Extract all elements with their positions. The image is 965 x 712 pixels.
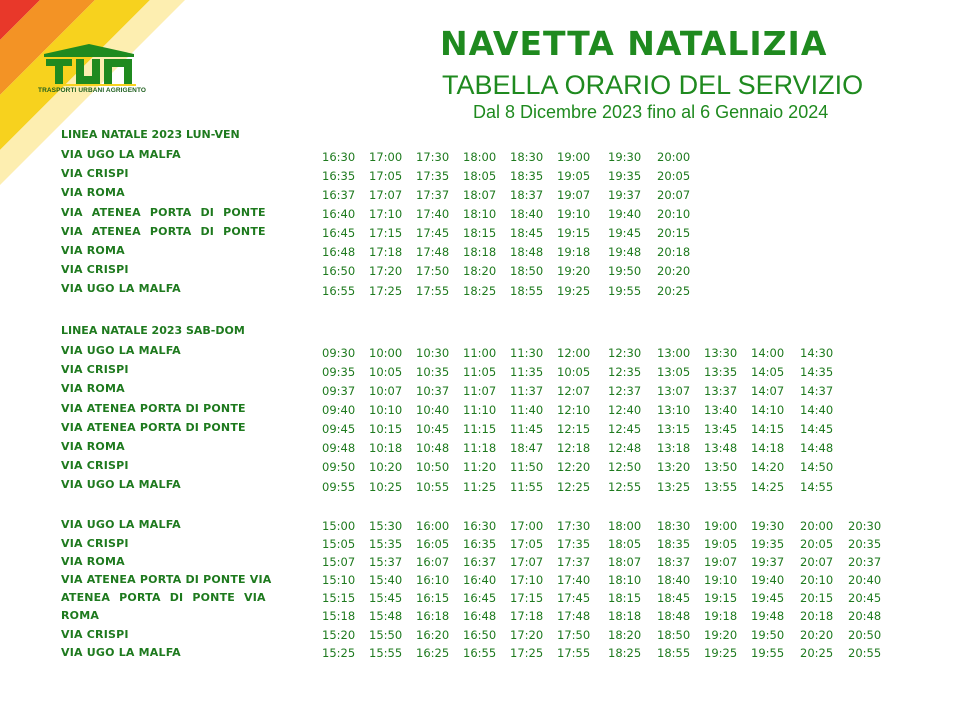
departure-time: 11:07 — [463, 384, 497, 398]
departure-time: 10:18 — [369, 441, 403, 455]
departure-time: 17:37 — [416, 188, 450, 202]
departure-time: 12:40 — [608, 403, 642, 417]
departure-time: 20:05 — [657, 169, 691, 183]
departure-time: 19:37 — [751, 555, 785, 569]
departure-time: 20:20 — [657, 264, 691, 278]
stop-name: VIA ATENEA PORTA DI PONTE — [61, 206, 266, 219]
departure-time: 17:15 — [369, 226, 403, 240]
departure-time: 19:07 — [557, 188, 591, 202]
departure-time: 16:05 — [416, 537, 450, 551]
departure-time: 10:07 — [369, 384, 403, 398]
departure-time: 17:55 — [416, 284, 450, 298]
departure-time: 17:48 — [416, 245, 450, 259]
departure-time: 14:45 — [800, 422, 834, 436]
departure-time: 13:30 — [704, 346, 738, 360]
departure-time: 19:20 — [557, 264, 591, 278]
stop-name: VIA ATENEA PORTA DI PONTE — [61, 225, 266, 238]
stop-name: VIA CRISPI — [61, 459, 129, 472]
departure-time: 14:00 — [751, 346, 785, 360]
departure-time: 18:18 — [463, 245, 497, 259]
departure-time: 16:30 — [463, 519, 497, 533]
departure-time: 15:55 — [369, 646, 403, 660]
stop-name: VIA CRISPI — [61, 363, 129, 376]
stop-name: VIA CRISPI — [61, 263, 129, 276]
stop-name: VIA ATENEA PORTA DI PONTE VIA — [61, 573, 272, 586]
departure-time: 09:35 — [322, 365, 356, 379]
departure-time: 20:25 — [657, 284, 691, 298]
stop-name: VIA CRISPI — [61, 628, 129, 641]
departure-time: 20:18 — [657, 245, 691, 259]
departure-time: 14:05 — [751, 365, 785, 379]
departure-time: 17:07 — [510, 555, 544, 569]
departure-time: 15:10 — [322, 573, 356, 587]
departure-time: 19:55 — [751, 646, 785, 660]
departure-time: 16:50 — [322, 264, 356, 278]
departure-time: 17:50 — [557, 628, 591, 642]
departure-time: 18:40 — [657, 573, 691, 587]
departure-time: 15:15 — [322, 591, 356, 605]
departure-time: 11:50 — [510, 460, 544, 474]
departure-time: 19:15 — [557, 226, 591, 240]
departure-time: 11:37 — [510, 384, 544, 398]
departure-time: 16:00 — [416, 519, 450, 533]
departure-time: 16:10 — [416, 573, 450, 587]
departure-time: 18:00 — [608, 519, 642, 533]
departure-time: 09:55 — [322, 480, 356, 494]
departure-time: 11:25 — [463, 480, 497, 494]
departure-time: 17:40 — [557, 573, 591, 587]
departure-time: 16:40 — [322, 207, 356, 221]
departure-time: 15:40 — [369, 573, 403, 587]
departure-time: 18:25 — [608, 646, 642, 660]
departure-time: 17:35 — [557, 537, 591, 551]
departure-time: 13:45 — [704, 422, 738, 436]
departure-time: 18:30 — [657, 519, 691, 533]
departure-time: 20:07 — [800, 555, 834, 569]
departure-time: 16:35 — [322, 169, 356, 183]
departure-time: 16:35 — [463, 537, 497, 551]
departure-time: 09:30 — [322, 346, 356, 360]
departure-time: 10:05 — [557, 365, 591, 379]
departure-time: 14:35 — [800, 365, 834, 379]
departure-time: 19:30 — [608, 150, 642, 164]
departure-time: 20:37 — [848, 555, 882, 569]
departure-time: 19:45 — [751, 591, 785, 605]
departure-time: 15:05 — [322, 537, 356, 551]
departure-time: 13:20 — [657, 460, 691, 474]
departure-time: 16:25 — [416, 646, 450, 660]
departure-time: 15:35 — [369, 537, 403, 551]
departure-time: 14:15 — [751, 422, 785, 436]
departure-time: 09:48 — [322, 441, 356, 455]
departure-time: 19:40 — [608, 207, 642, 221]
departure-time: 12:48 — [608, 441, 642, 455]
departure-time: 17:18 — [369, 245, 403, 259]
departure-time: 19:20 — [704, 628, 738, 642]
departure-time: 16:45 — [322, 226, 356, 240]
tun-logo — [38, 42, 147, 98]
departure-time: 19:48 — [608, 245, 642, 259]
departure-time: 17:15 — [510, 591, 544, 605]
departure-time: 18:37 — [510, 188, 544, 202]
departure-time: 18:55 — [510, 284, 544, 298]
departure-time: 17:45 — [557, 591, 591, 605]
departure-time: 19:00 — [704, 519, 738, 533]
departure-time: 15:20 — [322, 628, 356, 642]
departure-time: 13:37 — [704, 384, 738, 398]
departure-time: 17:07 — [369, 188, 403, 202]
departure-time: 09:37 — [322, 384, 356, 398]
departure-time: 09:40 — [322, 403, 356, 417]
departure-time: 20:10 — [657, 207, 691, 221]
departure-time: 19:50 — [608, 264, 642, 278]
departure-time: 11:30 — [510, 346, 544, 360]
service-date-range: Dal 8 Dicembre 2023 fino al 6 Gennaio 2024 — [473, 102, 829, 122]
departure-time: 10:35 — [416, 365, 450, 379]
departure-time: 18:05 — [608, 537, 642, 551]
departure-time: 20:05 — [800, 537, 834, 551]
departure-time: 12:18 — [557, 441, 591, 455]
departure-time: 18:20 — [463, 264, 497, 278]
departure-time: 17:30 — [416, 150, 450, 164]
departure-time: 19:50 — [751, 628, 785, 642]
departure-time: 17:18 — [510, 609, 544, 623]
departure-time: 14:40 — [800, 403, 834, 417]
departure-time: 16:48 — [322, 245, 356, 259]
stop-name: VIA UGO LA MALFA — [61, 646, 181, 659]
departure-time: 15:45 — [369, 591, 403, 605]
departure-time: 18:05 — [463, 169, 497, 183]
departure-time: 19:55 — [608, 284, 642, 298]
departure-time: 14:18 — [751, 441, 785, 455]
departure-time: 20:48 — [848, 609, 882, 623]
stop-name: VIA CRISPI — [61, 537, 129, 550]
departure-time: 09:50 — [322, 460, 356, 474]
departure-time: 14:30 — [800, 346, 834, 360]
stop-name: ATENEA PORTA DI PONTE VIA — [61, 591, 266, 604]
stop-name: VIA UGO LA MALFA — [61, 344, 181, 357]
logo-subtitle: TRASPORTI URBANI AGRIGENTO — [38, 87, 147, 94]
departure-time: 19:00 — [557, 150, 591, 164]
departure-time: 18:55 — [657, 646, 691, 660]
departure-time: 19:37 — [608, 188, 642, 202]
departure-time: 18:50 — [510, 264, 544, 278]
departure-time: 19:35 — [608, 169, 642, 183]
departure-time: 17:25 — [369, 284, 403, 298]
stop-name: VIA ROMA — [61, 382, 125, 395]
departure-time: 18:50 — [657, 628, 691, 642]
stop-name: VIA ATENEA PORTA DI PONTE — [61, 421, 246, 434]
departure-time: 16:50 — [463, 628, 497, 642]
departure-time: 20:00 — [657, 150, 691, 164]
departure-time: 18:37 — [657, 555, 691, 569]
departure-time: 15:18 — [322, 609, 356, 623]
departure-time: 18:40 — [510, 207, 544, 221]
page-title: NAVETTA NATALIZIA — [440, 24, 828, 63]
departure-time: 14:20 — [751, 460, 785, 474]
departure-time: 18:15 — [463, 226, 497, 240]
departure-time: 17:40 — [416, 207, 450, 221]
departure-time: 17:05 — [369, 169, 403, 183]
departure-time: 16:37 — [463, 555, 497, 569]
departure-time: 19:35 — [751, 537, 785, 551]
departure-time: 16:07 — [416, 555, 450, 569]
departure-time: 19:10 — [557, 207, 591, 221]
departure-time: 19:05 — [557, 169, 591, 183]
departure-time: 19:48 — [751, 609, 785, 623]
departure-time: 18:35 — [657, 537, 691, 551]
departure-time: 12:35 — [608, 365, 642, 379]
departure-time: 14:10 — [751, 403, 785, 417]
departure-time: 17:35 — [416, 169, 450, 183]
departure-time: 15:25 — [322, 646, 356, 660]
departure-time: 15:48 — [369, 609, 403, 623]
departure-time: 11:55 — [510, 480, 544, 494]
departure-time: 18:18 — [608, 609, 642, 623]
departure-time: 10:05 — [369, 365, 403, 379]
departure-time: 17:37 — [557, 555, 591, 569]
departure-time: 17:25 — [510, 646, 544, 660]
departure-time: 10:40 — [416, 403, 450, 417]
stop-name: VIA ATENEA PORTA DI PONTE — [61, 402, 246, 415]
departure-time: 16:40 — [463, 573, 497, 587]
departure-time: 18:48 — [510, 245, 544, 259]
stop-name: VIA UGO LA MALFA — [61, 282, 181, 295]
departure-time: 13:48 — [704, 441, 738, 455]
departure-time: 19:15 — [704, 591, 738, 605]
departure-time: 17:10 — [510, 573, 544, 587]
stop-name: ROMA — [61, 609, 100, 622]
stop-name: VIA UGO LA MALFA — [61, 148, 181, 161]
departure-time: 11:15 — [463, 422, 497, 436]
departure-time: 10:37 — [416, 384, 450, 398]
departure-time: 17:00 — [510, 519, 544, 533]
departure-time: 18:10 — [463, 207, 497, 221]
departure-time: 19:40 — [751, 573, 785, 587]
departure-time: 20:07 — [657, 188, 691, 202]
departure-time: 18:15 — [608, 591, 642, 605]
departure-time: 20:50 — [848, 628, 882, 642]
departure-time: 19:30 — [751, 519, 785, 533]
departure-time: 20:40 — [848, 573, 882, 587]
departure-time: 17:30 — [557, 519, 591, 533]
departure-time: 16:48 — [463, 609, 497, 623]
departure-time: 13:18 — [657, 441, 691, 455]
departure-time: 14:50 — [800, 460, 834, 474]
departure-time: 17:45 — [416, 226, 450, 240]
departure-time: 16:55 — [322, 284, 356, 298]
stop-name: VIA CRISPI — [61, 167, 129, 180]
departure-time: 13:40 — [704, 403, 738, 417]
departure-time: 12:30 — [608, 346, 642, 360]
stop-name: VIA ROMA — [61, 555, 125, 568]
departure-time: 14:55 — [800, 480, 834, 494]
departure-time: 20:15 — [800, 591, 834, 605]
departure-time: 18:07 — [463, 188, 497, 202]
departure-time: 10:20 — [369, 460, 403, 474]
departure-time: 17:00 — [369, 150, 403, 164]
departure-time: 20:45 — [848, 591, 882, 605]
departure-time: 15:37 — [369, 555, 403, 569]
departure-time: 15:50 — [369, 628, 403, 642]
departure-time: 19:05 — [704, 537, 738, 551]
departure-time: 14:37 — [800, 384, 834, 398]
stop-name: VIA UGO LA MALFA — [61, 518, 181, 531]
departure-time: 11:40 — [510, 403, 544, 417]
departure-time: 12:07 — [557, 384, 591, 398]
departure-time: 20:18 — [800, 609, 834, 623]
departure-time: 11:18 — [463, 441, 497, 455]
departure-time: 12:55 — [608, 480, 642, 494]
departure-time: 17:20 — [510, 628, 544, 642]
departure-time: 18:48 — [657, 609, 691, 623]
departure-time: 11:45 — [510, 422, 544, 436]
departure-time: 12:00 — [557, 346, 591, 360]
departure-time: 10:48 — [416, 441, 450, 455]
departure-time: 17:50 — [416, 264, 450, 278]
departure-time: 16:15 — [416, 591, 450, 605]
departure-time: 11:10 — [463, 403, 497, 417]
departure-time: 17:20 — [369, 264, 403, 278]
departure-time: 10:50 — [416, 460, 450, 474]
departure-time: 20:00 — [800, 519, 834, 533]
departure-time: 12:20 — [557, 460, 591, 474]
departure-time: 17:55 — [557, 646, 591, 660]
departure-time: 20:55 — [848, 646, 882, 660]
departure-time: 19:07 — [704, 555, 738, 569]
stop-name: VIA ROMA — [61, 244, 125, 257]
departure-time: 16:30 — [322, 150, 356, 164]
section-title: LINEA NATALE 2023 SAB-DOM — [61, 324, 245, 337]
departure-time: 12:10 — [557, 403, 591, 417]
departure-time: 10:00 — [369, 346, 403, 360]
departure-time: 10:25 — [369, 480, 403, 494]
departure-time: 18:07 — [608, 555, 642, 569]
departure-time: 15:07 — [322, 555, 356, 569]
departure-time: 13:35 — [704, 365, 738, 379]
departure-time: 10:45 — [416, 422, 450, 436]
departure-time: 13:55 — [704, 480, 738, 494]
departure-time: 19:18 — [557, 245, 591, 259]
departure-time: 12:50 — [608, 460, 642, 474]
departure-time: 18:45 — [510, 226, 544, 240]
departure-time: 10:30 — [416, 346, 450, 360]
departure-time: 19:25 — [557, 284, 591, 298]
departure-time: 19:25 — [704, 646, 738, 660]
departure-time: 19:45 — [608, 226, 642, 240]
departure-time: 13:10 — [657, 403, 691, 417]
departure-time: 18:30 — [510, 150, 544, 164]
stop-name: VIA ROMA — [61, 186, 125, 199]
departure-time: 13:00 — [657, 346, 691, 360]
departure-time: 13:07 — [657, 384, 691, 398]
departure-time: 13:05 — [657, 365, 691, 379]
departure-time: 20:20 — [800, 628, 834, 642]
section-title: LINEA NATALE 2023 LUN-VEN — [61, 128, 240, 141]
page-subtitle: TABELLA ORARIO DEL SERVIZIO — [442, 70, 864, 100]
departure-time: 12:15 — [557, 422, 591, 436]
departure-time: 14:48 — [800, 441, 834, 455]
stop-name: VIA UGO LA MALFA — [61, 478, 181, 491]
departure-time: 18:20 — [608, 628, 642, 642]
departure-time: 11:20 — [463, 460, 497, 474]
departure-time: 11:05 — [463, 365, 497, 379]
departure-time: 10:15 — [369, 422, 403, 436]
departure-time: 18:45 — [657, 591, 691, 605]
departure-time: 11:00 — [463, 346, 497, 360]
departure-time: 11:35 — [510, 365, 544, 379]
departure-time: 20:30 — [848, 519, 882, 533]
departure-time: 13:15 — [657, 422, 691, 436]
departure-time: 12:37 — [608, 384, 642, 398]
departure-time: 10:10 — [369, 403, 403, 417]
departure-time: 16:20 — [416, 628, 450, 642]
departure-time: 15:30 — [369, 519, 403, 533]
departure-time: 18:00 — [463, 150, 497, 164]
departure-time: 17:48 — [557, 609, 591, 623]
departure-time: 14:25 — [751, 480, 785, 494]
departure-time: 13:25 — [657, 480, 691, 494]
departure-time: 19:18 — [704, 609, 738, 623]
departure-time: 12:45 — [608, 422, 642, 436]
departure-time: 18:35 — [510, 169, 544, 183]
departure-time: 09:45 — [322, 422, 356, 436]
stop-name: VIA ROMA — [61, 440, 125, 453]
departure-time: 20:35 — [848, 537, 882, 551]
departure-time: 17:10 — [369, 207, 403, 221]
departure-time: 14:07 — [751, 384, 785, 398]
departure-time: 18:47 — [510, 441, 544, 455]
departure-time: 19:10 — [704, 573, 738, 587]
departure-time: 16:37 — [322, 188, 356, 202]
departure-time: 20:25 — [800, 646, 834, 660]
departure-time: 20:10 — [800, 573, 834, 587]
departure-time: 16:18 — [416, 609, 450, 623]
departure-time: 16:45 — [463, 591, 497, 605]
departure-time: 10:55 — [416, 480, 450, 494]
departure-time: 15:00 — [322, 519, 356, 533]
departure-time: 20:15 — [657, 226, 691, 240]
departure-time: 18:25 — [463, 284, 497, 298]
departure-time: 18:10 — [608, 573, 642, 587]
departure-time: 13:50 — [704, 460, 738, 474]
departure-time: 12:25 — [557, 480, 591, 494]
departure-time: 16:55 — [463, 646, 497, 660]
departure-time: 17:05 — [510, 537, 544, 551]
